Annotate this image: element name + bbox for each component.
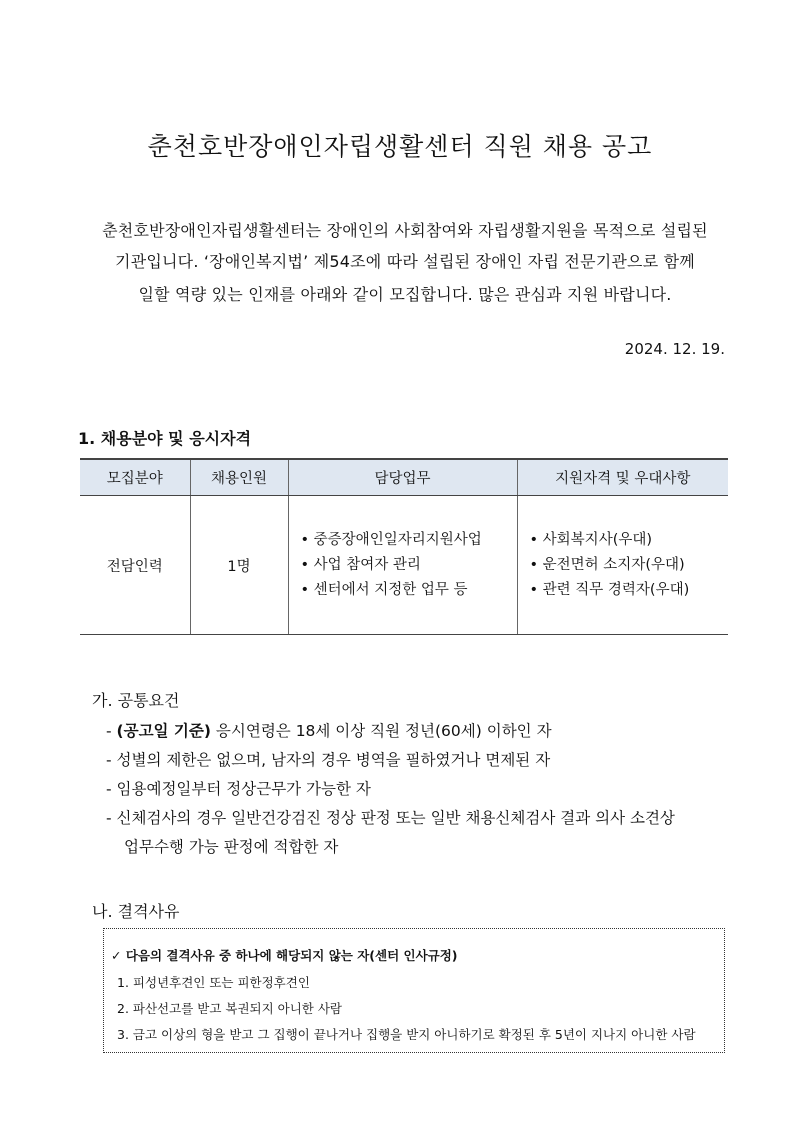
disqualification-item: 2. 파산선고를 받고 복권되지 아니한 사람: [117, 1001, 342, 1016]
qualification-item: • 관련 직무 경력자(우대): [529, 581, 690, 598]
disqualification-item: 1. 피성년후견인 또는 피한정후견인: [117, 975, 310, 990]
disqualification-heading: 나. 결격사유: [92, 902, 180, 921]
table-header-row: [80, 459, 728, 496]
requirement-text: 성별의 제한은 없으며, 남자의 경우 병역을 필하였거나 면제된 자: [116, 751, 551, 769]
duty-item: • 중증장애인일자리지원사업: [300, 531, 482, 548]
requirement-text: 응시연령은 18세 이상 직원 정년(60세) 이하인 자: [210, 722, 552, 740]
cell-field: 전담인력: [80, 496, 190, 635]
header-field: 모집분야: [80, 459, 190, 496]
disqualification-item: 3. 금고 이상의 형을 받고 그 집행이 끝나거나 집행을 받지 아니하기로 확정된 후 5년이 지나지 아니한 사람: [117, 1027, 696, 1042]
qualification-item: • 사회복지사(우대): [529, 531, 653, 548]
intro-line-2: 기관입니다. ‘장애인복지법’ 제54조에 따라 설립된 장애인 자립 전문기관으로 함께: [115, 252, 695, 271]
requirement-text: 임용예정일부터 정상근무가 가능한 자: [116, 780, 371, 798]
requirement-dash: -: [106, 751, 117, 769]
requirement-item: [106, 777, 371, 799]
requirement-text: 신체검사의 경우 일반건강검진 정상 판정 또는 일반 채용신체검사 결과 의사 소견상: [116, 809, 675, 827]
duty-item: • 센터에서 지정한 업무 등: [300, 581, 468, 598]
qualification-item: • 운전면허 소지자(우대): [529, 556, 685, 573]
requirement-item: [106, 806, 675, 828]
requirement-continuation: 업무수행 가능 판정에 적합한 자: [124, 838, 339, 856]
duty-item: • 사업 참여자 관리: [300, 556, 421, 573]
requirement-dash: -: [106, 809, 117, 827]
cell-count: 1명: [190, 496, 288, 635]
requirement-dash: -: [106, 780, 117, 798]
header-duties: 담당업무: [288, 459, 517, 496]
table-row: [80, 496, 728, 635]
page-title: 춘천호반장애인자립생활센터 직원 채용 공고: [147, 132, 653, 161]
cell-qualifications: [517, 496, 728, 635]
intro-line-1: 춘천호반장애인자립생활센터는 장애인의 사회참여와 자립생활지원을 목적으로 설립된: [102, 221, 708, 240]
header-count: 채용인원: [190, 459, 288, 496]
disqualification-box-title: ✓ 다음의 결격사유 중 하나에 해당되지 않는 자(센터 인사규정): [111, 948, 458, 963]
section-1-heading: 1. 채용분야 및 응시자격: [78, 429, 252, 448]
requirement-bold: (공고일 기준): [116, 722, 211, 740]
intro-line-3: 일할 역량 있는 인재를 아래와 같이 모집합니다. 많은 관심과 지원 바랍니다.: [138, 285, 672, 304]
requirement-item: [106, 719, 552, 741]
requirement-item: [106, 748, 550, 770]
common-requirements-heading: 가. 공통요건: [92, 691, 180, 710]
header-qualifications: 지원자격 및 우대사항: [517, 459, 728, 496]
requirement-dash: -: [106, 722, 117, 740]
recruitment-table: [80, 458, 728, 635]
announcement-date: 2024. 12. 19.: [624, 340, 725, 358]
cell-duties: [288, 496, 517, 635]
